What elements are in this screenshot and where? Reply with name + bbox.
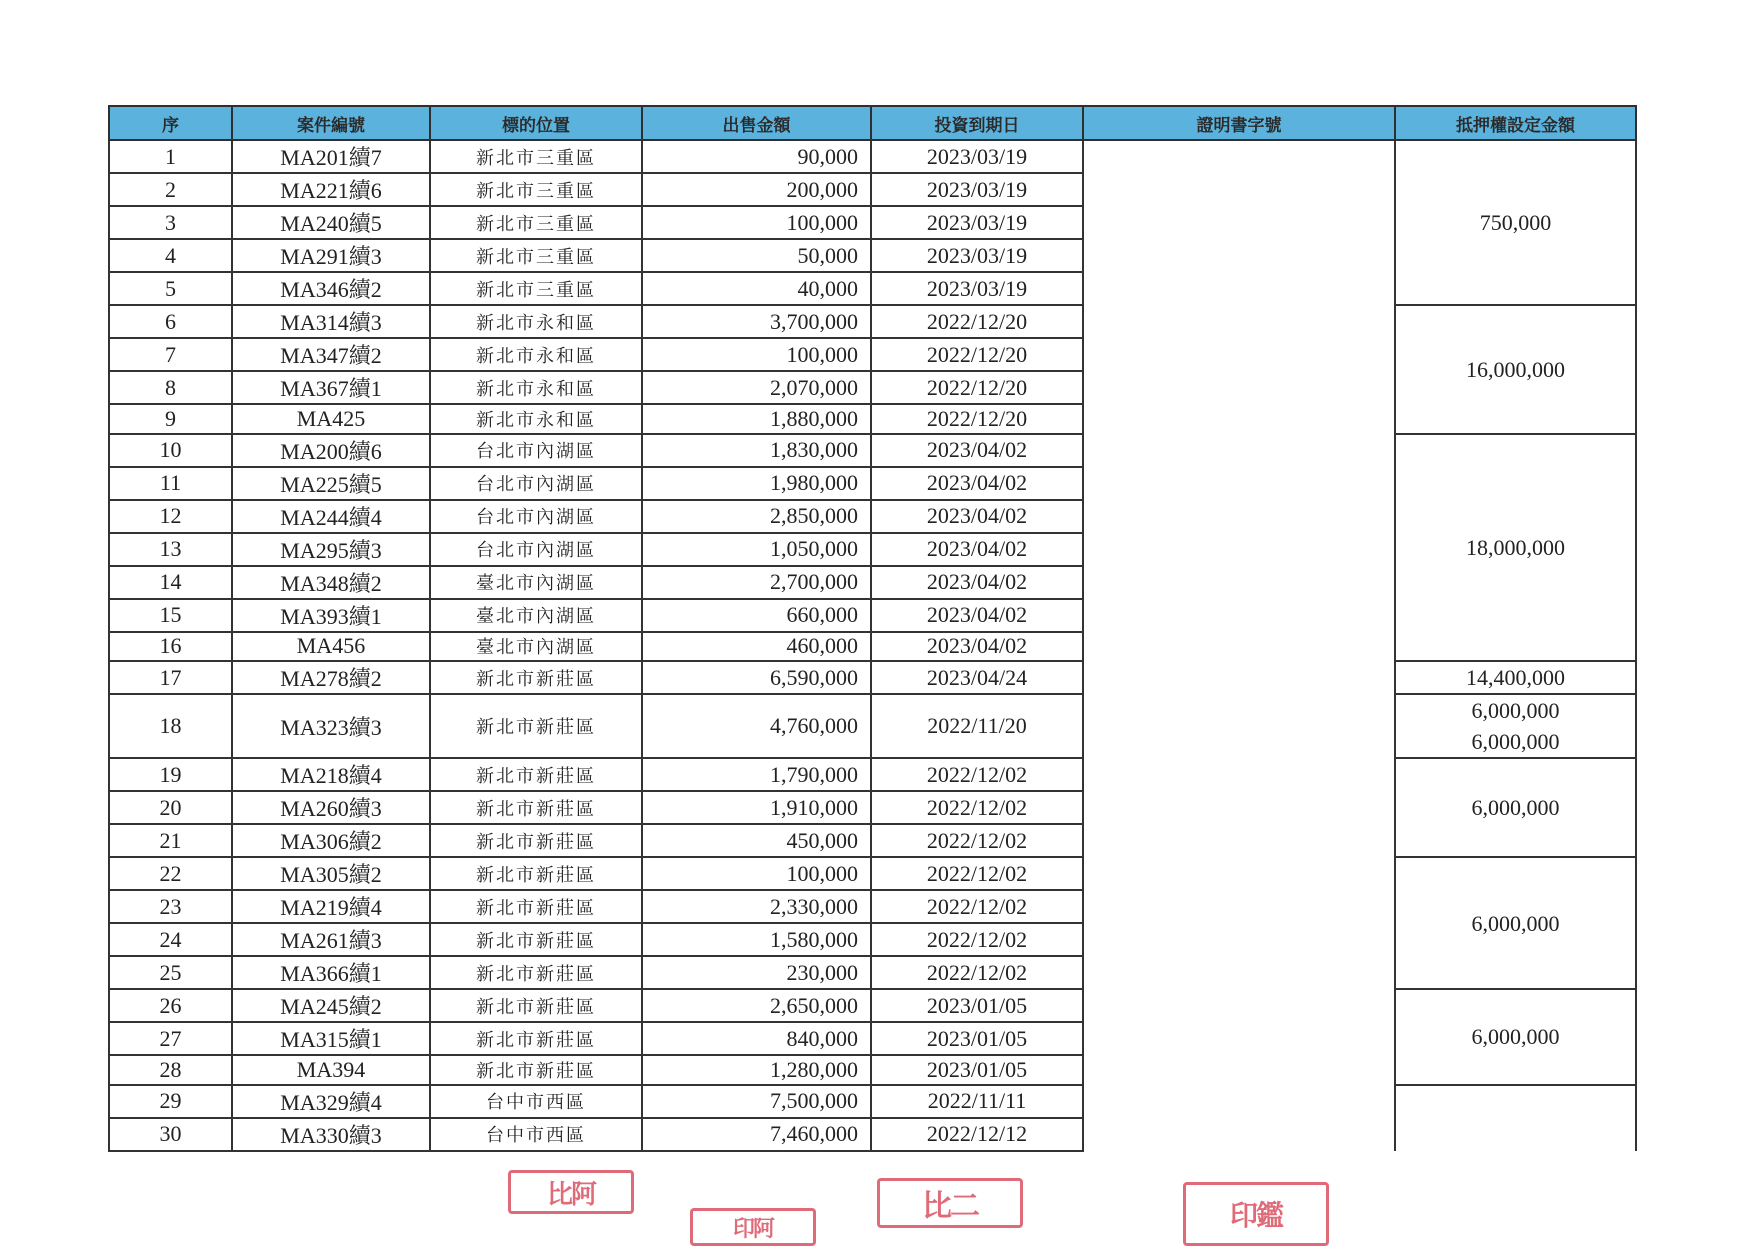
mortgage-amount-cell	[1395, 857, 1636, 989]
row-case-number: MA261續3	[232, 923, 430, 956]
row-sale-amount: 1,830,000	[642, 434, 871, 467]
row-seq: 8	[109, 371, 232, 404]
row-location: 新北市新莊區	[430, 1022, 642, 1055]
row-seq: 21	[109, 824, 232, 857]
row-case-number: MA201續7	[232, 140, 430, 173]
row-location: 台中市西區	[430, 1085, 642, 1118]
row-sale-amount: 460,000	[642, 632, 871, 662]
row-case-number: MA306續2	[232, 824, 430, 857]
row-seq: 26	[109, 989, 232, 1022]
row-location: 台中市西區	[430, 1118, 642, 1151]
row-due-date: 2023/04/02	[871, 599, 1083, 632]
row-location: 新北市三重區	[430, 206, 642, 239]
table-row	[109, 140, 1636, 173]
row-location: 新北市新莊區	[430, 989, 642, 1022]
row-location: 新北市新莊區	[430, 661, 642, 694]
table-row	[109, 989, 1636, 1022]
row-case-number: MA219續4	[232, 890, 430, 923]
header-certificate-number: 證明書字號	[1083, 106, 1395, 140]
mortgage-amount-value: 6,000,000	[1471, 698, 1560, 723]
mortgage-amount-value: 14,400,000	[1466, 665, 1565, 690]
table-row	[109, 661, 1636, 694]
table-row	[109, 434, 1636, 467]
row-sale-amount: 4,760,000	[642, 694, 871, 758]
row-case-number: MA347續2	[232, 338, 430, 371]
row-case-number: MA348續2	[232, 566, 430, 599]
row-seq: 20	[109, 791, 232, 824]
mortgage-amount-cell	[1395, 1085, 1636, 1151]
row-sale-amount: 660,000	[642, 599, 871, 632]
row-location: 臺北市內湖區	[430, 599, 642, 632]
row-seq: 30	[109, 1118, 232, 1151]
row-due-date: 2022/12/02	[871, 824, 1083, 857]
row-location: 新北市新莊區	[430, 857, 642, 890]
row-seq: 15	[109, 599, 232, 632]
row-sale-amount: 2,700,000	[642, 566, 871, 599]
row-sale-amount: 1,580,000	[642, 923, 871, 956]
agent-seal-stamp: 印鑑	[1183, 1182, 1329, 1246]
row-case-number: MA315續1	[232, 1022, 430, 1055]
row-location: 新北市新莊區	[430, 1055, 642, 1085]
row-case-number: MA225續5	[232, 467, 430, 500]
row-location: 新北市新莊區	[430, 923, 642, 956]
row-due-date: 2022/12/02	[871, 791, 1083, 824]
row-case-number: MA330續3	[232, 1118, 430, 1151]
row-seq: 5	[109, 272, 232, 305]
row-seq: 23	[109, 890, 232, 923]
row-sale-amount: 1,790,000	[642, 758, 871, 791]
row-case-number: MA278續2	[232, 661, 430, 694]
small-seal-stamp: 印阿	[690, 1208, 816, 1246]
row-seq: 9	[109, 404, 232, 434]
header-case-number: 案件編號	[232, 106, 430, 140]
row-location: 新北市新莊區	[430, 956, 642, 989]
representative-seal-stamp: 比二	[877, 1178, 1023, 1228]
row-location: 新北市永和區	[430, 338, 642, 371]
row-location: 台北市內湖區	[430, 467, 642, 500]
table-row	[109, 694, 1636, 758]
row-due-date: 2023/01/05	[871, 1022, 1083, 1055]
mortgage-amount-cell	[1395, 661, 1636, 694]
row-due-date: 2023/03/19	[871, 173, 1083, 206]
row-due-date: 2023/04/02	[871, 566, 1083, 599]
row-sale-amount: 1,050,000	[642, 533, 871, 566]
header-mortgage-amount: 抵押權設定金額	[1395, 106, 1636, 140]
row-sale-amount: 450,000	[642, 824, 871, 857]
row-case-number: MA425	[232, 404, 430, 434]
row-sale-amount: 7,460,000	[642, 1118, 871, 1151]
row-due-date: 2022/12/02	[871, 890, 1083, 923]
row-due-date: 2023/03/19	[871, 206, 1083, 239]
row-due-date: 2022/12/02	[871, 956, 1083, 989]
row-seq: 7	[109, 338, 232, 371]
row-due-date: 2022/12/02	[871, 857, 1083, 890]
row-seq: 18	[109, 694, 232, 758]
row-seq: 4	[109, 239, 232, 272]
row-location: 臺北市內湖區	[430, 566, 642, 599]
row-case-number: MA218續4	[232, 758, 430, 791]
row-case-number: MA346續2	[232, 272, 430, 305]
header-row	[109, 106, 1636, 140]
row-case-number: MA200續6	[232, 434, 430, 467]
row-sale-amount: 7,500,000	[642, 1085, 871, 1118]
row-seq: 29	[109, 1085, 232, 1118]
row-case-number: MA240續5	[232, 206, 430, 239]
row-case-number: MA260續3	[232, 791, 430, 824]
row-seq: 1	[109, 140, 232, 173]
row-due-date: 2023/03/19	[871, 239, 1083, 272]
row-location: 新北市永和區	[430, 371, 642, 404]
row-location: 新北市三重區	[430, 173, 642, 206]
row-due-date: 2022/12/02	[871, 758, 1083, 791]
row-due-date: 2023/04/02	[871, 632, 1083, 662]
mortgage-amount-cell	[1395, 140, 1636, 305]
row-sale-amount: 230,000	[642, 956, 871, 989]
table-row	[109, 1085, 1636, 1118]
row-sale-amount: 2,850,000	[642, 500, 871, 533]
row-case-number: MA329續4	[232, 1085, 430, 1118]
row-due-date: 2022/12/20	[871, 371, 1083, 404]
row-location: 新北市三重區	[430, 239, 642, 272]
row-location: 台北市內湖區	[430, 500, 642, 533]
mortgage-amount-value: 6,000,000	[1471, 1024, 1560, 1050]
row-location: 新北市新莊區	[430, 824, 642, 857]
header-sale-amount: 出售金額	[642, 106, 871, 140]
row-case-number: MA323續3	[232, 694, 430, 758]
row-sale-amount: 1,280,000	[642, 1055, 871, 1085]
row-seq: 28	[109, 1055, 232, 1085]
row-due-date: 2023/03/19	[871, 272, 1083, 305]
row-due-date: 2023/04/02	[871, 434, 1083, 467]
row-seq: 12	[109, 500, 232, 533]
row-location: 台北市內湖區	[430, 533, 642, 566]
row-due-date: 2022/11/20	[871, 694, 1083, 758]
mortgage-amount-value: 6,000,000	[1471, 729, 1560, 754]
row-location: 新北市三重區	[430, 272, 642, 305]
certificate-number-cell	[1083, 140, 1395, 1151]
row-seq: 14	[109, 566, 232, 599]
row-case-number: MA314續3	[232, 305, 430, 338]
row-seq: 10	[109, 434, 232, 467]
row-sale-amount: 2,070,000	[642, 371, 871, 404]
mortgage-amount-cell	[1395, 758, 1636, 857]
row-location: 臺北市內湖區	[430, 632, 642, 662]
row-location: 新北市新莊區	[430, 890, 642, 923]
mortgage-amount-value: 6,000,000	[1471, 910, 1560, 936]
ledger-body	[109, 140, 1636, 1151]
row-sale-amount: 3,700,000	[642, 305, 871, 338]
row-case-number: MA305續2	[232, 857, 430, 890]
row-case-number: MA394	[232, 1055, 430, 1085]
row-seq: 3	[109, 206, 232, 239]
row-due-date: 2022/12/20	[871, 338, 1083, 371]
row-case-number: MA393續1	[232, 599, 430, 632]
mortgage-amount-cell	[1395, 434, 1636, 662]
row-due-date: 2022/12/12	[871, 1118, 1083, 1151]
row-due-date: 2023/04/02	[871, 500, 1083, 533]
row-location: 新北市新莊區	[430, 791, 642, 824]
mortgage-amount-value: 750,000	[1479, 210, 1552, 235]
row-sale-amount: 200,000	[642, 173, 871, 206]
row-case-number: MA245續2	[232, 989, 430, 1022]
row-sale-amount: 40,000	[642, 272, 871, 305]
row-case-number: MA295續3	[232, 533, 430, 566]
row-case-number: MA221續6	[232, 173, 430, 206]
row-seq: 24	[109, 923, 232, 956]
row-location: 新北市新莊區	[430, 758, 642, 791]
row-due-date: 2022/12/02	[871, 923, 1083, 956]
row-seq: 13	[109, 533, 232, 566]
row-sale-amount: 2,330,000	[642, 890, 871, 923]
row-due-date: 2023/04/02	[871, 533, 1083, 566]
row-seq: 16	[109, 632, 232, 662]
row-location: 新北市永和區	[430, 305, 642, 338]
row-seq: 25	[109, 956, 232, 989]
row-sale-amount: 90,000	[642, 140, 871, 173]
row-due-date: 2023/03/19	[871, 140, 1083, 173]
mortgage-amount-cell	[1395, 989, 1636, 1085]
row-due-date: 2023/04/02	[871, 467, 1083, 500]
row-case-number: MA244續4	[232, 500, 430, 533]
row-due-date: 2022/12/20	[871, 404, 1083, 434]
table-row	[109, 305, 1636, 338]
row-due-date: 2022/12/20	[871, 305, 1083, 338]
row-case-number: MA367續1	[232, 371, 430, 404]
row-due-date: 2023/01/05	[871, 1055, 1083, 1085]
row-case-number: MA366續1	[232, 956, 430, 989]
seal-area	[0, 1150, 1754, 1240]
row-seq: 27	[109, 1022, 232, 1055]
table-row	[109, 758, 1636, 791]
row-case-number: MA291續3	[232, 239, 430, 272]
row-seq: 11	[109, 467, 232, 500]
mortgage-amount-value: 6,000,000	[1471, 795, 1560, 820]
row-sale-amount: 50,000	[642, 239, 871, 272]
row-seq: 22	[109, 857, 232, 890]
row-seq: 2	[109, 173, 232, 206]
row-sale-amount: 1,910,000	[642, 791, 871, 824]
investment-ledger-table	[108, 105, 1637, 1152]
row-seq: 19	[109, 758, 232, 791]
row-location: 新北市三重區	[430, 140, 642, 173]
row-due-date: 2023/04/24	[871, 661, 1083, 694]
mortgage-amount-cell	[1395, 305, 1636, 434]
row-location: 台北市內湖區	[430, 434, 642, 467]
row-location: 新北市新莊區	[430, 694, 642, 758]
row-location: 新北市永和區	[430, 404, 642, 434]
row-sale-amount: 100,000	[642, 338, 871, 371]
mortgage-amount-cell	[1395, 694, 1636, 758]
row-seq: 6	[109, 305, 232, 338]
row-seq: 17	[109, 661, 232, 694]
header-location: 標的位置	[430, 106, 642, 140]
row-sale-amount: 6,590,000	[642, 661, 871, 694]
row-sale-amount: 2,650,000	[642, 989, 871, 1022]
row-due-date: 2023/01/05	[871, 989, 1083, 1022]
row-sale-amount: 1,980,000	[642, 467, 871, 500]
company-seal-stamp: 比阿	[508, 1170, 634, 1214]
row-sale-amount: 1,880,000	[642, 404, 871, 434]
table-row	[109, 857, 1636, 890]
row-due-date: 2022/11/11	[871, 1085, 1083, 1118]
header-due-date: 投資到期日	[871, 106, 1083, 140]
row-sale-amount: 840,000	[642, 1022, 871, 1055]
row-case-number: MA456	[232, 632, 430, 662]
row-sale-amount: 100,000	[642, 206, 871, 239]
mortgage-amount-value: 16,000,000	[1466, 356, 1565, 382]
row-sale-amount: 100,000	[642, 857, 871, 890]
mortgage-amount-value: 18,000,000	[1466, 534, 1565, 560]
header-seq: 序	[109, 106, 232, 140]
